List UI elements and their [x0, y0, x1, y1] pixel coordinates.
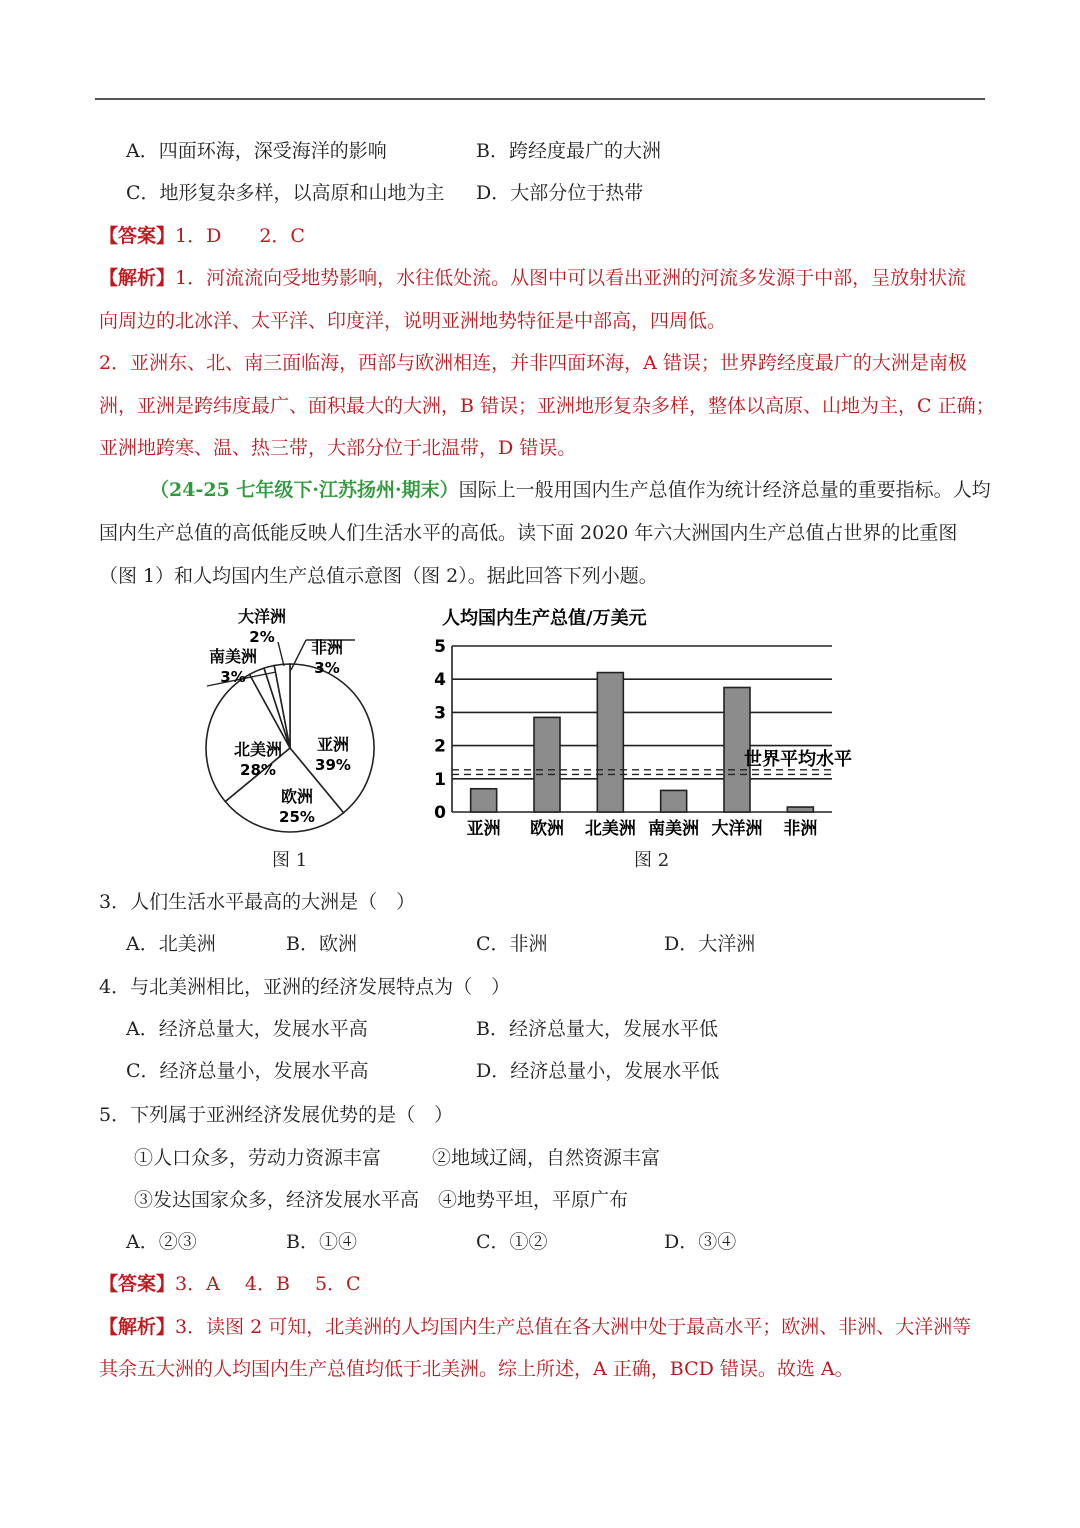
q5-option-c: C．①②: [476, 1231, 548, 1253]
bar-chart: [430, 600, 870, 840]
intro-text: 国际上一般用国内生产总值作为统计经济总量的重要指标。人均: [458, 479, 991, 501]
q1-option-a: A．四面环海，深受海洋的影响: [126, 140, 387, 162]
pie-pct-sa: 3%: [220, 668, 246, 686]
q3-option-c: C．非洲: [476, 933, 548, 955]
pie-chart: [190, 600, 390, 840]
q1-option-c: C．地形复杂多样，以高原和山地为主: [126, 182, 445, 204]
q3-option-d: D．大洋洲: [664, 933, 756, 955]
x-tick-label: 亚洲: [466, 819, 501, 839]
y-tick-label: 5: [434, 637, 446, 657]
q4-option-c: C．经济总量小，发展水平高: [126, 1060, 369, 1082]
intro-line-3: （图 1）和人均国内生产总值示意图（图 2）。据此回答下列小题。: [99, 565, 658, 587]
pie-pct-oceania: 2%: [249, 628, 275, 646]
explanation-line-2: 向周边的北冰洋、太平洋、印度洋，说明亚洲地势特征是中部高，四周低。: [99, 310, 727, 332]
y-tick-label: 1: [434, 769, 446, 790]
pie-label-sa: 南美洲: [208, 647, 258, 666]
q4-option-d: D．经济总量小，发展水平低: [476, 1060, 720, 1082]
q4-stem: 4．与北美洲相比，亚洲的经济发展特点为（ ）: [99, 976, 511, 998]
y-tick-label: 2: [434, 736, 446, 757]
intro-line-1: [150, 478, 991, 502]
header-rule: [95, 98, 985, 100]
answer-label: 【答案】: [99, 225, 176, 247]
answer-block-2: [99, 1272, 361, 1296]
explanation-line-4: 洲，亚洲是跨纬度最广、面积最大的大洲，B 错误；亚洲地形复杂多样，整体以高原、山地为主，C 正确；: [99, 395, 995, 417]
q1-option-b: B．跨经度最广的大洲: [476, 140, 661, 162]
pie-label-na: 北美洲: [233, 740, 283, 759]
explanation-label: 【解析】: [99, 267, 176, 289]
world-average-label: 世界平均水平: [744, 749, 852, 770]
pie-pct-na: 28%: [240, 761, 276, 779]
explanation-line-1: [99, 266, 966, 290]
q5-stem: 5．下列属于亚洲经济发展优势的是（ ）: [99, 1104, 454, 1126]
q5-option-a: A．②③: [126, 1231, 197, 1253]
explanation-text: 3．读图 2 可知，北美洲的人均国内生产总值在各大洲中处于最高水平；欧洲、非洲、大洋洲等: [175, 1316, 972, 1338]
bar-3: [661, 790, 687, 812]
x-tick-label: 大洋洲: [711, 819, 763, 839]
answer-text: 1．D 2．C: [175, 225, 305, 247]
pie-pct-africa: 3%: [314, 659, 340, 677]
y-tick-label: 0: [434, 803, 446, 823]
q5-item-3: ③发达国家众多，经济发展水平高: [134, 1189, 420, 1211]
x-tick-label: 欧洲: [530, 819, 564, 839]
q5-item-1: ①人口众多，劳动力资源丰富: [134, 1147, 382, 1169]
pie-label-africa: 非洲: [310, 638, 344, 657]
explanation-line-3: 2．亚洲东、北、南三面临海，西部与欧洲相连，并非四面环海，A 错误；世界跨经度最广的大洲是南极: [99, 352, 967, 374]
q5-option-b: B．①④: [286, 1231, 357, 1253]
bar-5: [787, 807, 813, 812]
q3-option-a: A．北美洲: [126, 933, 216, 955]
explanation-line-5: 亚洲地跨寒、温、热三带，大部分位于北温带，D 错误。: [99, 437, 577, 459]
x-tick-label: 北美洲: [584, 819, 636, 839]
answer-label: 【答案】: [99, 1273, 176, 1295]
q5-option-d: D．③④: [664, 1231, 737, 1253]
intro-line-2: 国内生产总值的高低能反映人们生活水平的高低。读下面 2020 年六大洲国内生产总值占世界的比重图: [99, 522, 958, 544]
answer-block-1: [99, 224, 305, 248]
bar-chart-title: 人均国内生产总值/万美元: [442, 608, 647, 629]
explanation-2-line-1: [99, 1315, 971, 1339]
y-tick-label: 4: [434, 670, 446, 691]
explanation-2-line-2: 其余五大洲的人均国内生产总值均低于北美洲。综上所述，A 正确，BCD 错误。故选 A。: [99, 1358, 854, 1380]
q4-option-a: A．经济总量大，发展水平高: [126, 1018, 368, 1040]
q5-item-4: ④地势平坦，平原广布: [438, 1189, 629, 1211]
pie-label-europe: 欧洲: [280, 787, 314, 806]
question-source: （24-25 七年级下·江苏扬州·期末）: [150, 479, 459, 501]
figure-1-caption: 图 1: [272, 850, 308, 871]
pie-pct-asia: 39%: [315, 756, 351, 774]
q3-stem: 3．人们生活水平最高的大洲是（ ）: [99, 891, 416, 913]
explanation-text: 1．河流流向受地势影响，水往低处流。从图中可以看出亚洲的河流多发源于中部，呈放射状流: [175, 267, 967, 289]
bar-0: [471, 789, 497, 812]
pie-pct-europe: 25%: [279, 808, 315, 826]
x-tick-label: 南美洲: [648, 819, 700, 839]
q5-item-2: ②地域辽阔，自然资源丰富: [432, 1147, 661, 1169]
q3-option-b: B．欧洲: [286, 933, 357, 955]
q4-option-b: B．经济总量大，发展水平低: [476, 1018, 718, 1040]
pie-leader-oceania: [278, 642, 284, 666]
x-tick-label: 非洲: [783, 819, 818, 839]
bar-2: [597, 673, 623, 812]
explanation-label: 【解析】: [99, 1316, 176, 1338]
bar-1: [534, 717, 560, 812]
y-tick-label: 3: [434, 703, 446, 724]
q1-option-d: D．大部分位于热带: [476, 182, 644, 204]
pie-label-asia: 亚洲: [316, 735, 350, 754]
figure-2-caption: 图 2: [634, 850, 670, 871]
answer-text: 3．A 4．B 5．C: [175, 1273, 361, 1295]
pie-label-oceania: 大洋洲: [237, 607, 287, 626]
